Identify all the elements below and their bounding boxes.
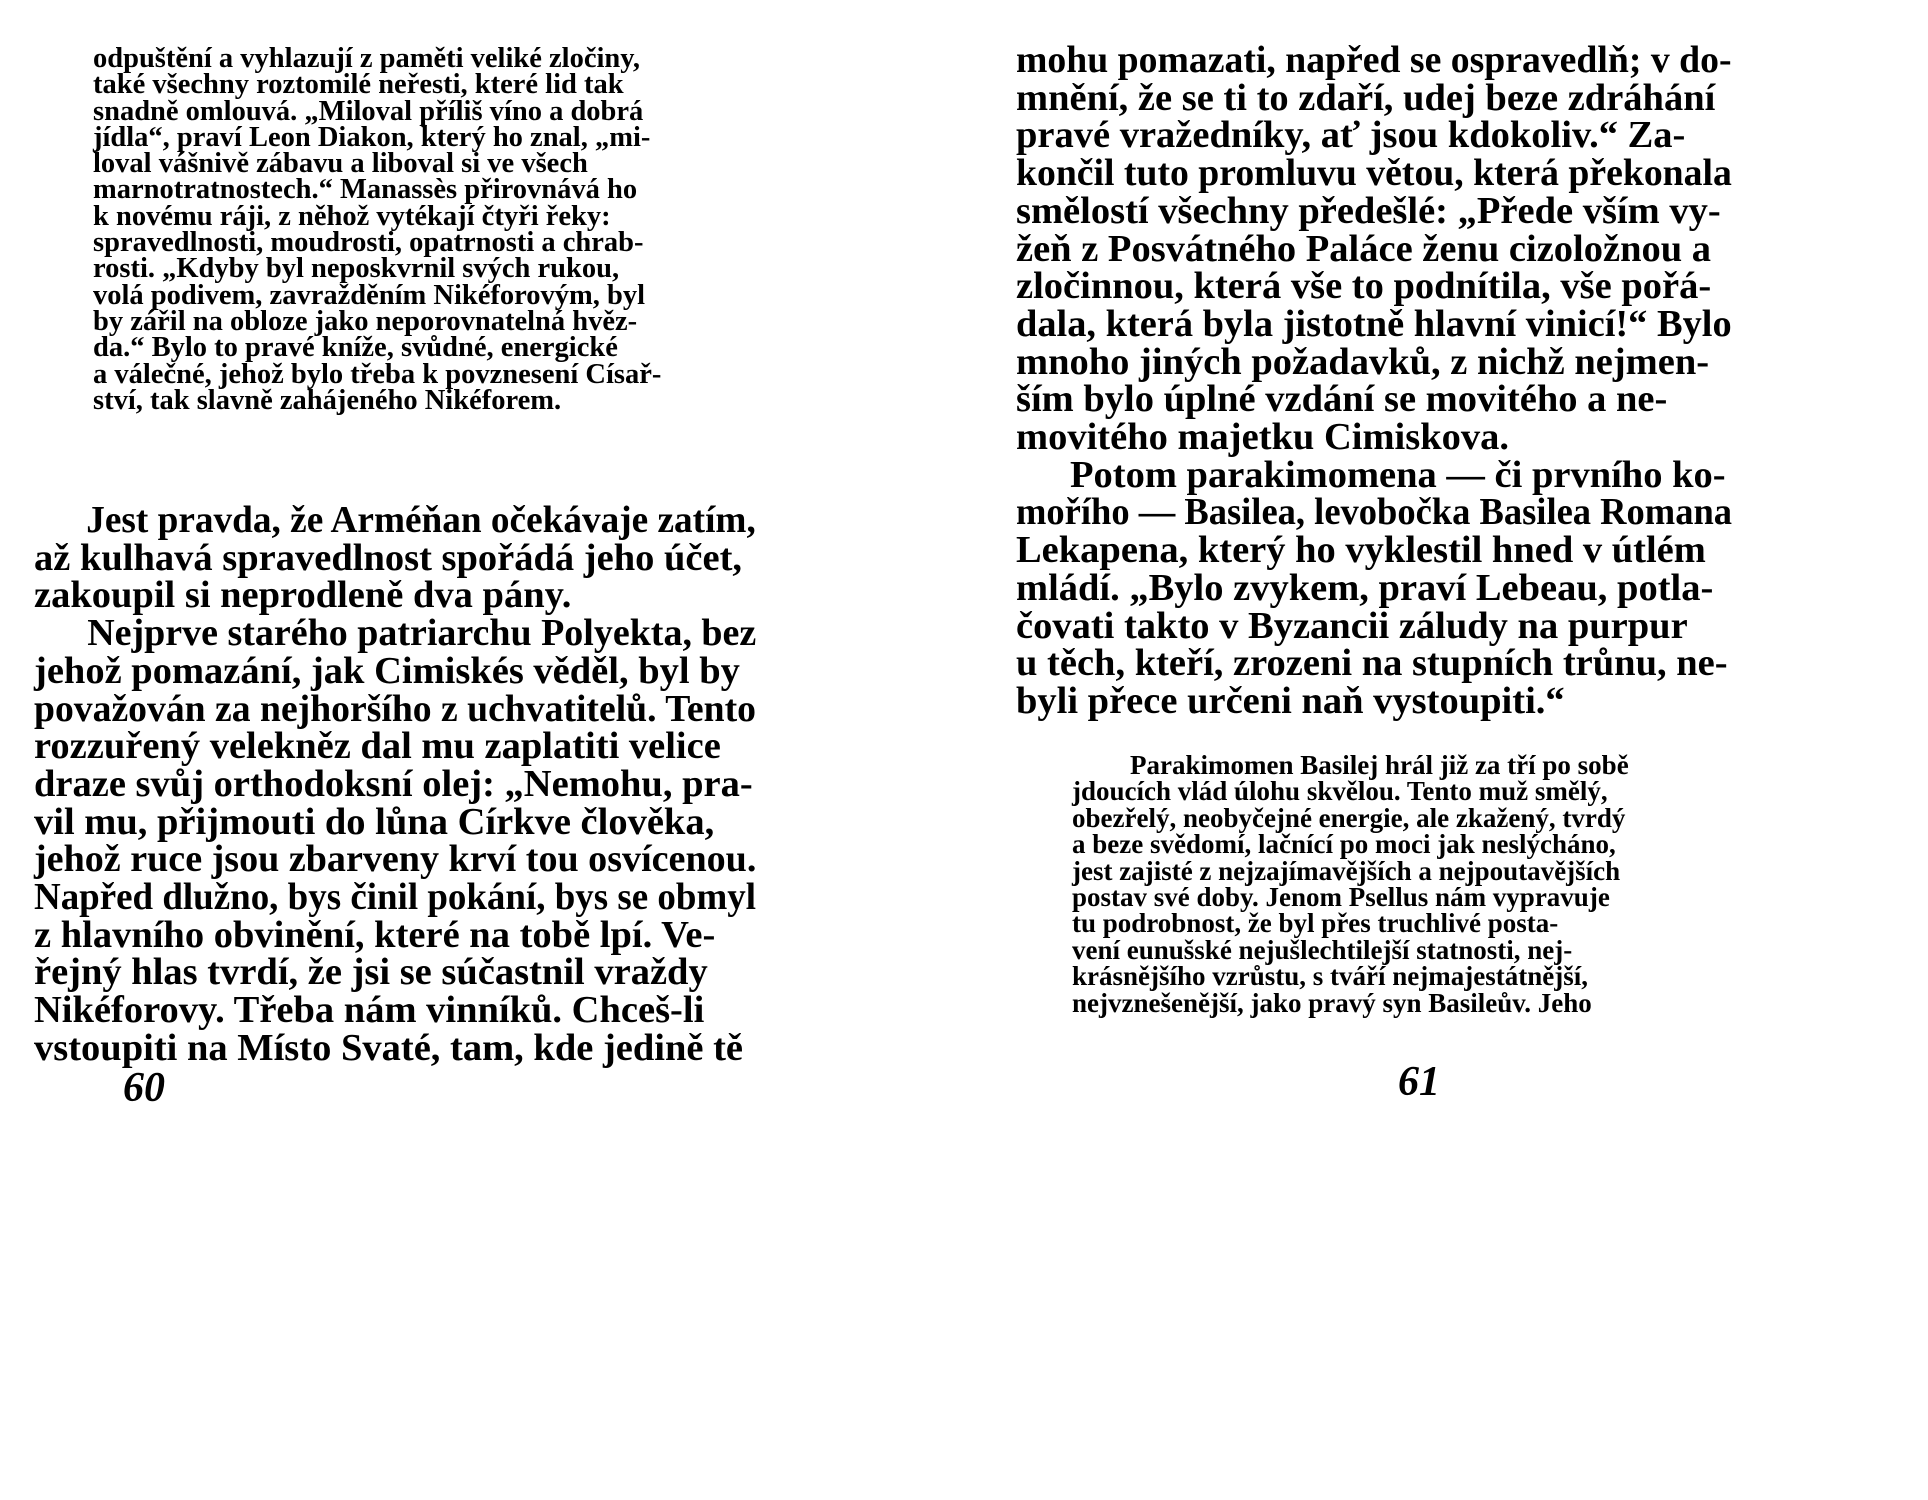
text-line: ství, tak slavně zahájeného Nikéforem. bbox=[93, 384, 562, 416]
text-line: snadně omlouvá. „Miloval příliš víno a dobrá bbox=[93, 95, 644, 127]
page-number: 60 bbox=[123, 1065, 165, 1111]
text-line: Parakimomen Basilej hrál již za tří po sobě bbox=[1130, 750, 1629, 780]
text-line: Napřed dlužno, bys činil pokání, bys se obmyl bbox=[34, 876, 757, 919]
text-line: volá podivem, zavražděním Nikéforovým, byl bbox=[93, 279, 646, 311]
text-line: Nikéforovy. Třeba nám vinníků. Chceš-li bbox=[34, 989, 705, 1032]
text-line: byli přece určeni naň vystoupiti.“ bbox=[1016, 679, 1565, 722]
text-line: tu podrobnost, že byl přes truchlivé posta- bbox=[1072, 908, 1559, 939]
text-line: končil tuto promluvu větou, která překonala bbox=[1016, 152, 1732, 195]
text-line: Nejprve starého patriarchu Polyekta, bez bbox=[87, 612, 757, 655]
text-line: zakoupil si neprodleně dva pány. bbox=[34, 574, 572, 617]
text-line: jídla“, praví Leon Diakon, který ho znal, „mi- bbox=[93, 121, 651, 153]
text-line: vil mu, přijmouti do lůna Církve člověka, bbox=[34, 800, 715, 843]
left-body-block bbox=[34, 499, 757, 1069]
text-line: z hlavního obvinění, které na tobě lpí. Ve- bbox=[34, 913, 716, 956]
right-body-block bbox=[1016, 39, 1733, 722]
text-line: nejvznešenější, jako pravý syn Basileův. Jeho bbox=[1072, 987, 1592, 1018]
right-footnote-block bbox=[1072, 752, 1730, 1016]
text-line: by zářil na obloze jako neporovnatelná hvěz- bbox=[93, 305, 638, 337]
text-line: marnotratnostech.“ Manassès přirovnává ho bbox=[93, 174, 638, 206]
text-line: vení eunušské nejušlechtilejší statnosti, nej- bbox=[1072, 934, 1573, 965]
text-line: rosti. „Kdyby byl neposkvrnil svých rukou, bbox=[93, 253, 620, 285]
text-line: u těch, kteří, zrozeni na stupních trůnu, ne- bbox=[1016, 642, 1728, 685]
text-line: mnění, že se ti to zdaří, udej beze zdráhání bbox=[1016, 76, 1716, 119]
text-line: mnoho jiných požadavků, z nichž nejmen- bbox=[1016, 340, 1710, 383]
text-line: dala, která byla jistotně hlavní vinicí!“ Bylo bbox=[1016, 302, 1732, 345]
text-line: ším bylo úplné vzdání se movitého a ne- bbox=[1016, 378, 1668, 421]
text-line: mládí. „Bylo zvykem, praví Lebeau, potla- bbox=[1016, 566, 1714, 609]
text-line: Potom parakimomena — či prvního ko- bbox=[1070, 453, 1726, 496]
text-line: spravedlnosti, moudrosti, opatrnosti a chrab- bbox=[93, 227, 644, 259]
text-line: obezřelý, neobyčejné energie, ale zkažený, tvrdý bbox=[1072, 802, 1626, 833]
text-line: zločinnou, která vše to podnítila, vše pořá- bbox=[1016, 265, 1712, 308]
text-line: da.“ Bylo to pravé kníže, svůdné, energické bbox=[93, 332, 618, 364]
text-line: až kulhavá spravedlnost spořádá jeho účet, bbox=[34, 536, 743, 579]
text-line: a beze svědomí, lačnící po moci jak neslýcháno, bbox=[1072, 829, 1616, 860]
text-line: jdoucích vlád úlohu skvělou. Tento muž smělý, bbox=[1072, 776, 1608, 807]
text-line: k novému ráji, z něhož vytékají čtyři řeky: bbox=[93, 200, 611, 232]
text-line: movitého majetku Cimiskova. bbox=[1016, 416, 1509, 459]
text-line: mohu pomazati, napřed se ospravedlň; v do- bbox=[1016, 39, 1732, 81]
text-line: také všechny roztomilé neřesti, které lid tak bbox=[93, 69, 624, 101]
text-line: Lekapena, který ho vyklestil hned v útlém bbox=[1016, 529, 1706, 572]
text-line: pravé vražedníky, ať jsou kdokoliv.“ Za- bbox=[1016, 114, 1686, 157]
text-line: jest zajisté z nejzajímavějších a nejpoutavějších bbox=[1072, 855, 1621, 886]
text-line: rozzuřený velekněz dal mu zaplatiti velice bbox=[34, 725, 721, 768]
text-line: loval vášnivě zábavu a liboval si ve všech bbox=[93, 148, 588, 180]
text-line: krásnějšího vzrůstu, s tváří nejmajestátnější, bbox=[1072, 961, 1588, 992]
text-line: jehož ruce jsou zbarveny krví tou osvícenou. bbox=[34, 838, 757, 881]
text-line: smělostí všechny předešlé: „Přede vším vy- bbox=[1016, 189, 1721, 232]
page-number: 61 bbox=[1398, 1059, 1440, 1105]
text-line: vstoupiti na Místo Svaté, tam, kde jedině tě bbox=[34, 1026, 744, 1069]
text-line: Jest pravda, že Arméňan očekávaje zatím, bbox=[86, 499, 756, 541]
text-line: žeň z Posvátného Paláce ženu cizoložnou a bbox=[1016, 227, 1712, 270]
left-footnote-block bbox=[93, 43, 755, 416]
text-line: řejný hlas tvrdí, že jsi se súčastnil vraždy bbox=[34, 951, 708, 994]
text-line: jehož pomazání, jak Cimiskés věděl, byl by bbox=[34, 649, 740, 692]
text-line: mořího — Basilea, levobočka Basilea Romana bbox=[1016, 491, 1733, 534]
text-line: postav své doby. Jenom Psellus nám vypravuje bbox=[1072, 882, 1610, 913]
right-page bbox=[964, 0, 1928, 1500]
text-line: draze svůj orthodoksní olej: „Nemohu, pra- bbox=[34, 762, 753, 805]
text-line: odpuštění a vyhlazují z paměti veliké zločiny, bbox=[93, 43, 641, 74]
text-line: čovati takto v Byzancii záludy na purpur bbox=[1016, 604, 1688, 647]
text-line: a válečné, jehož bylo třeba k povznesení Císař- bbox=[93, 358, 662, 390]
text-line: považován za nejhoršího z uchvatitelů. Tento bbox=[34, 687, 756, 730]
